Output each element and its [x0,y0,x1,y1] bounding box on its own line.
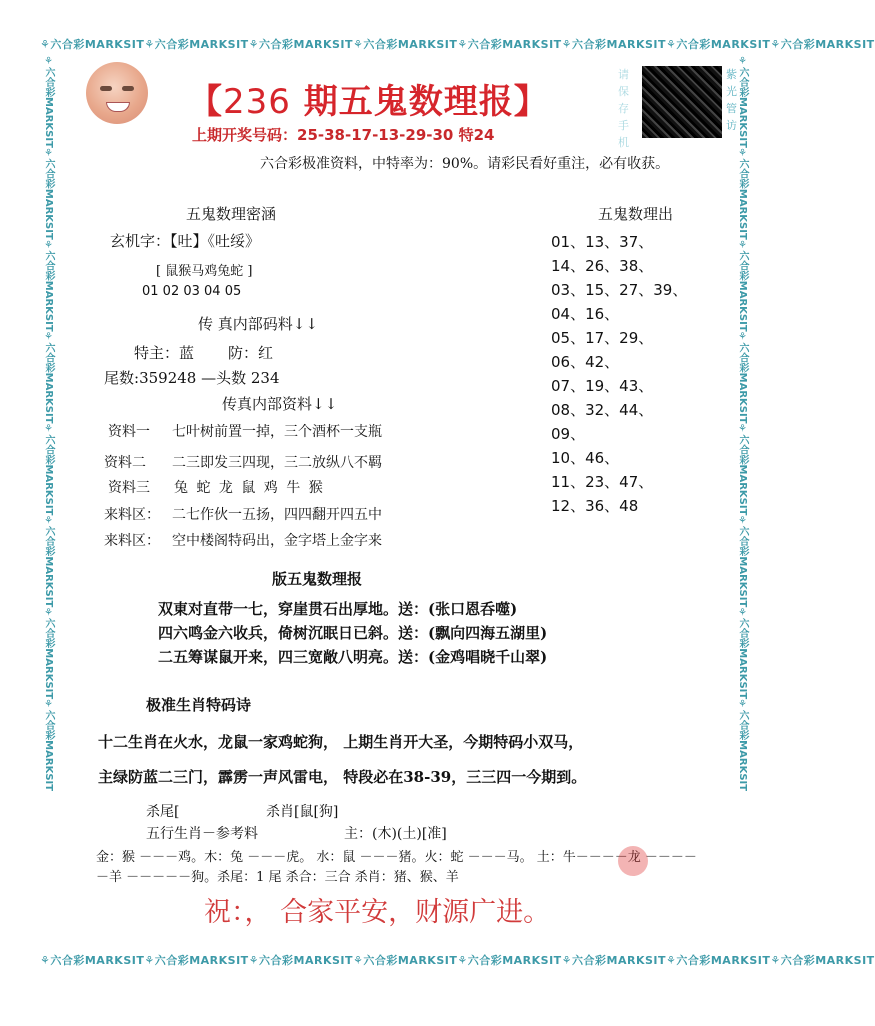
internal-code-heading: 传 真内部码料↓↓ [198,315,318,333]
main-element: 主：(木)(土)[准] [344,826,447,842]
list-item: 05、17、29、 [551,329,654,347]
info-text: 兔 蛇 龙 鼠 鸡 牛 猴 [174,480,325,496]
info-label: 资料二 [104,455,146,471]
info-label: 资料三 [108,480,150,496]
secret-heading: 五鬼数理密涵 [186,205,277,223]
list-item: 09、 [551,425,586,443]
right-border: ⚘六合彩MARKSIT⚘六合彩MARKSIT⚘六合彩MARKSIT⚘六合彩MARKSIT⚘六合彩MARKSIT⚘六合彩MARKSIT⚘六合彩MARKSIT⚘六合彩MARKSIT [737,56,748,792]
left-border: ⚘六合彩MARKSIT⚘六合彩MARKSIT⚘六合彩MARKSIT⚘六合彩MARKSIT⚘六合彩MARKSIT⚘六合彩MARKSIT⚘六合彩MARKSIT⚘六合彩MARKSIT [43,56,54,792]
qr-caption-right: 紫光管访 [726,68,737,132]
mascot-avatar [86,62,148,124]
kill-summary-line: －羊 －－－－－狗。杀尾：1 尾 杀合：三合 杀肖：猪、猴、羊 [96,870,459,885]
intro-text: 六合彩极准资料，中特率为：90%。请彩民看好重注，必有收获。 [260,156,670,172]
zodiac-poem-heading: 极准生肖特码诗 [146,696,252,714]
info-text: 空中楼阁特码出，金字塔上金字来 [172,533,382,549]
zodiac-box: [ 鼠猴马鸡兔蛇 ] [156,264,253,279]
list-item: 04、16、 [551,305,620,323]
page-title: 【236 期五鬼数理报】 [188,82,549,122]
five-elements-label: 五行生肖－参考料 [146,826,258,842]
info-text: 七叶树前置一掉，三个酒杯一支瓶 [172,424,382,440]
top-border: ⚘六合彩MARKSIT⚘六合彩MARKSIT⚘六合彩MARKSIT⚘六合彩MARKSIT⚘六合彩MARKSIT⚘六合彩MARKSIT⚘六合彩MARKSIT⚘六合彩MARKSIT [40,38,875,51]
info-label: 来料区： [104,507,160,523]
special-main: 特主：蓝 [134,344,195,362]
numbers-heading: 五鬼数理出 [598,205,674,223]
list-item: 14、26、38、 [551,257,654,275]
poem-line: 二五筹谋鼠开来，四三宽敞八明亮。送：(金鸡唱晓千山翠) [158,648,548,666]
kill-tail: 杀尾[ [146,804,180,820]
info-text: 二三即发三四现，三二放纵八不羁 [172,455,382,471]
internal-info-heading: 传真内部资料↓↓ [222,395,338,413]
five-elements-line: 金：猴 －－－鸡。木：兔 －－－虎。 水：鼠 －－－猪。火：蛇 －－－马。 土：牛－－－－龙 －－－－ [96,850,697,865]
list-item: 11、23、47、 [551,473,654,491]
poem-heading: 版五鬼数理报 [272,570,363,588]
list-item: 07、19、43、 [551,377,654,395]
poem-line: 四六鸣金六收兵，倚树沉眠日已斜。送：(飘向四海五湖里) [158,624,548,642]
info-label: 资料一 [108,424,150,440]
zodiac-poem-line-2: 主绿防蓝二三门，霹雳一声风雷电， 特段必在38-39，三三四一今期到。 [98,768,587,786]
info-text: 二七作伙一五扬，四四翻开四五中 [172,507,382,523]
kill-zodiac: 杀肖[鼠[狗] [266,804,339,820]
qr-caption-left: 请保存手机 [618,68,629,149]
list-item: 06、42、 [551,353,620,371]
list-item: 10、46、 [551,449,620,467]
zodiac-poem-line-1: 十二生肖在火水，龙鼠一家鸡蛇狗， 上期生肖开大圣，今期特码小双马， [98,733,584,751]
last-draw-numbers: 上期开奖号码：25-38-17-13-29-30 特24 [192,126,495,144]
blessing-text: 祝：， 合家平安，财源广进。 [204,897,551,928]
info-label: 来料区： [104,533,160,549]
red-stamp [618,846,648,876]
poem-line: 双東对直带一七，穿崖贯石出厚地。送：(张口恩呑噬) [158,600,518,618]
tail-numbers: 尾数:359248 —头数 234 [104,369,280,387]
bottom-border: ⚘六合彩MARKSIT⚘六合彩MARKSIT⚘六合彩MARKSIT⚘六合彩MARKSIT⚘六合彩MARKSIT⚘六合彩MARKSIT⚘六合彩MARKSIT⚘六合彩MARKSIT [40,954,875,967]
riddle-line: 玄机字：【吐】《吐绥》 [110,232,261,250]
qr-code[interactable] [642,66,722,138]
list-item: 01、13、37、 [551,233,654,251]
numbers-list [551,230,687,518]
guard-color: 防：红 [228,344,274,362]
zodiac-numbers: 01 02 03 04 05 [142,284,242,299]
list-item: 08、32、44、 [551,401,654,419]
list-item: 12、36、48 [551,497,639,515]
list-item: 03、15、27、39、 [551,281,688,299]
